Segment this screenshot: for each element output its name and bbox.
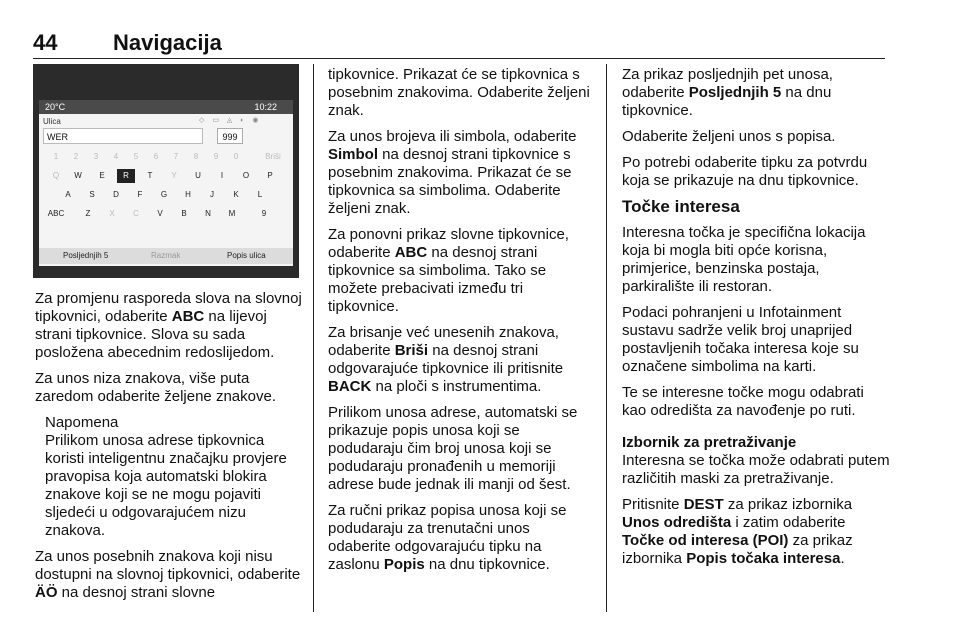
key[interactable]: K bbox=[233, 190, 239, 199]
status-icons: ◇ ▭ ◬ ◐ ◉ bbox=[199, 117, 262, 124]
key[interactable]: 5 bbox=[133, 152, 139, 161]
match-count-button[interactable]: 999 bbox=[217, 128, 243, 144]
key[interactable]: V bbox=[157, 209, 163, 218]
key[interactable]: M bbox=[228, 209, 236, 218]
paragraph: Za promjenu rasporeda slova na slovnoj tipkovnici, odaberite ABC na lijevoj strani tipkovnice. Slova su sada posložena abecednim redoslijedom. bbox=[35, 290, 302, 361]
key[interactable]: A bbox=[65, 190, 71, 199]
field-label: Ulica bbox=[43, 117, 61, 126]
key[interactable]: Y bbox=[171, 171, 177, 180]
paragraph: Podaci pohranjeni u Infotainment sustavu sadrže velik broj unaprijed postavljenih točaka interesa koje su označene simbolima na karti. bbox=[622, 304, 859, 375]
key-selected[interactable]: R bbox=[117, 169, 135, 183]
key[interactable]: X bbox=[109, 209, 115, 218]
key[interactable]: 4 bbox=[113, 152, 119, 161]
key[interactable]: 7 bbox=[173, 152, 179, 161]
key[interactable]: 3 bbox=[93, 152, 99, 161]
street-list-button[interactable]: Popis ulica bbox=[227, 251, 266, 260]
paragraph: Za unos niza znakova, više puta zaredom odaberite željene znakove. bbox=[35, 370, 276, 405]
paragraph: Prilikom unosa adrese, automatski se prikazuje popis unosa koji se podudaraju čim broj unosa koji se podudaraju pronađenih u memoriji adrese bude jednak ili manji od šest. bbox=[328, 404, 578, 493]
paragraph: Za ručni prikaz popisa unosa koji se podudaraju za trenutačni unos odaberite odgovarajuću tipku na zaslonu Popis na dnu tipkovnice. bbox=[328, 502, 567, 573]
screen-footer bbox=[39, 248, 293, 264]
column-3 bbox=[622, 66, 890, 576]
delete-key[interactable]: Briši bbox=[265, 152, 281, 161]
paragraph: Za unos posebnih znakova koji nisu dostupni na slovnoj tipkovnici, odaberite ÄÖ na desnoj strani slovne bbox=[35, 548, 301, 601]
abc-key[interactable]: ABC bbox=[47, 209, 65, 218]
key[interactable]: G bbox=[160, 190, 168, 199]
keyboard-screenshot bbox=[33, 64, 299, 278]
letter-row-3 bbox=[43, 207, 291, 225]
key[interactable]: Z bbox=[85, 209, 91, 218]
letter-row-2 bbox=[43, 188, 291, 206]
paragraph: Za brisanje već unesenih znakova, odaberite Briši na desnoj strani odgovarajuće tipkovnice ili pritisnite BACK na ploči s instrumentima. bbox=[328, 324, 564, 395]
key[interactable]: O bbox=[242, 171, 250, 180]
key[interactable]: 9 bbox=[261, 209, 267, 218]
paragraph: Interesna točka je specifična lokacija koja bi mogla biti opće korisna, primjerice, benzinska postaja, parkiralište ili restoran. bbox=[622, 224, 866, 295]
key[interactable]: J bbox=[210, 190, 214, 199]
temperature: 20°C bbox=[45, 102, 66, 112]
key[interactable]: 0 bbox=[233, 152, 239, 161]
page-title: Navigacija bbox=[113, 30, 222, 55]
key[interactable]: H bbox=[185, 190, 191, 199]
column-2 bbox=[328, 66, 596, 582]
key[interactable]: 6 bbox=[153, 152, 159, 161]
paragraph: Za prikaz posljednjih pet unosa, odaberite Posljednjih 5 na dnu tipkovnice. bbox=[622, 66, 833, 119]
key[interactable]: Q bbox=[52, 171, 60, 180]
key[interactable]: E bbox=[99, 171, 105, 180]
address-input[interactable]: WER bbox=[43, 128, 203, 144]
note bbox=[35, 414, 303, 540]
key[interactable]: T bbox=[147, 171, 153, 180]
last-5-button[interactable]: Posljednjih 5 bbox=[63, 251, 109, 260]
clock: 10:22 bbox=[254, 102, 277, 112]
paragraph: tipkovnice. Prikazat će se tipkovnica s posebnim znakovima. Odaberite željeni znak. bbox=[328, 66, 590, 119]
paragraph: Interesna se točka može odabrati putem različitih maski za pretraživanje. bbox=[622, 452, 890, 487]
key[interactable]: B bbox=[181, 209, 187, 218]
paragraph: Za unos brojeva ili simbola, odaberite Simbol na desnoj strani tipkovnice s posebnim znakovima. Prikazat će se tipkovnica sa simbolima. Odaberite željeni znak. bbox=[328, 128, 577, 217]
key[interactable]: U bbox=[195, 171, 201, 180]
paragraph: Za ponovni prikaz slovne tipkovnice, odaberite ABC na desnoj strani tipkovnice sa simbolima. Tako se možete prebacivati između tri tipkovnice. bbox=[328, 226, 569, 315]
key[interactable]: D bbox=[113, 190, 119, 199]
key[interactable]: 1 bbox=[53, 152, 59, 161]
key[interactable]: C bbox=[133, 209, 139, 218]
header-rule bbox=[33, 58, 885, 59]
status-bar bbox=[39, 100, 293, 114]
paragraph: Te se interesne točke mogu odabrati kao odredišta za navođenje po ruti. bbox=[622, 384, 864, 419]
key[interactable]: W bbox=[74, 171, 82, 180]
key[interactable]: 2 bbox=[73, 152, 79, 161]
column-divider-1 bbox=[313, 64, 314, 612]
key[interactable]: 8 bbox=[193, 152, 199, 161]
note-text: Prilikom unosa adrese tipkovnica koristi inteligentnu značajku provjere pravopisa koja automatski blokira znakove koji se ne mogu pojaviti sljedeći u odgovarajućem nizu znakova. bbox=[45, 432, 287, 539]
note-title: Napomena bbox=[45, 414, 119, 431]
key[interactable]: S bbox=[89, 190, 95, 199]
digit-row bbox=[43, 150, 291, 168]
paragraph: Pritisnite DEST za prikaz izbornika Unos odredišta i zatim odaberite Točke od interesa (POI) za prikaz izbornika Popis točaka interesa. bbox=[622, 496, 853, 567]
key[interactable]: P bbox=[267, 171, 273, 180]
key[interactable]: 9 bbox=[213, 152, 219, 161]
paragraph: Po potrebi odaberite tipku za potvrdu koja se prikazuje na dnu tipkovnice. bbox=[622, 154, 868, 189]
paragraph: Odaberite željeni unos s popisa. bbox=[622, 128, 836, 145]
section-heading-poi: Točke interesa bbox=[622, 197, 740, 216]
subheading-search-menu: Izbornik za pretraživanje bbox=[622, 434, 797, 451]
space-button[interactable]: Razmak bbox=[151, 251, 181, 260]
column-1 bbox=[35, 290, 303, 610]
column-divider-2 bbox=[606, 64, 607, 612]
page-number: 44 bbox=[33, 30, 58, 55]
key[interactable]: L bbox=[257, 190, 263, 199]
letter-row-1 bbox=[43, 169, 291, 187]
key[interactable]: I bbox=[220, 171, 224, 180]
key[interactable]: N bbox=[205, 209, 211, 218]
key[interactable]: F bbox=[137, 190, 143, 199]
